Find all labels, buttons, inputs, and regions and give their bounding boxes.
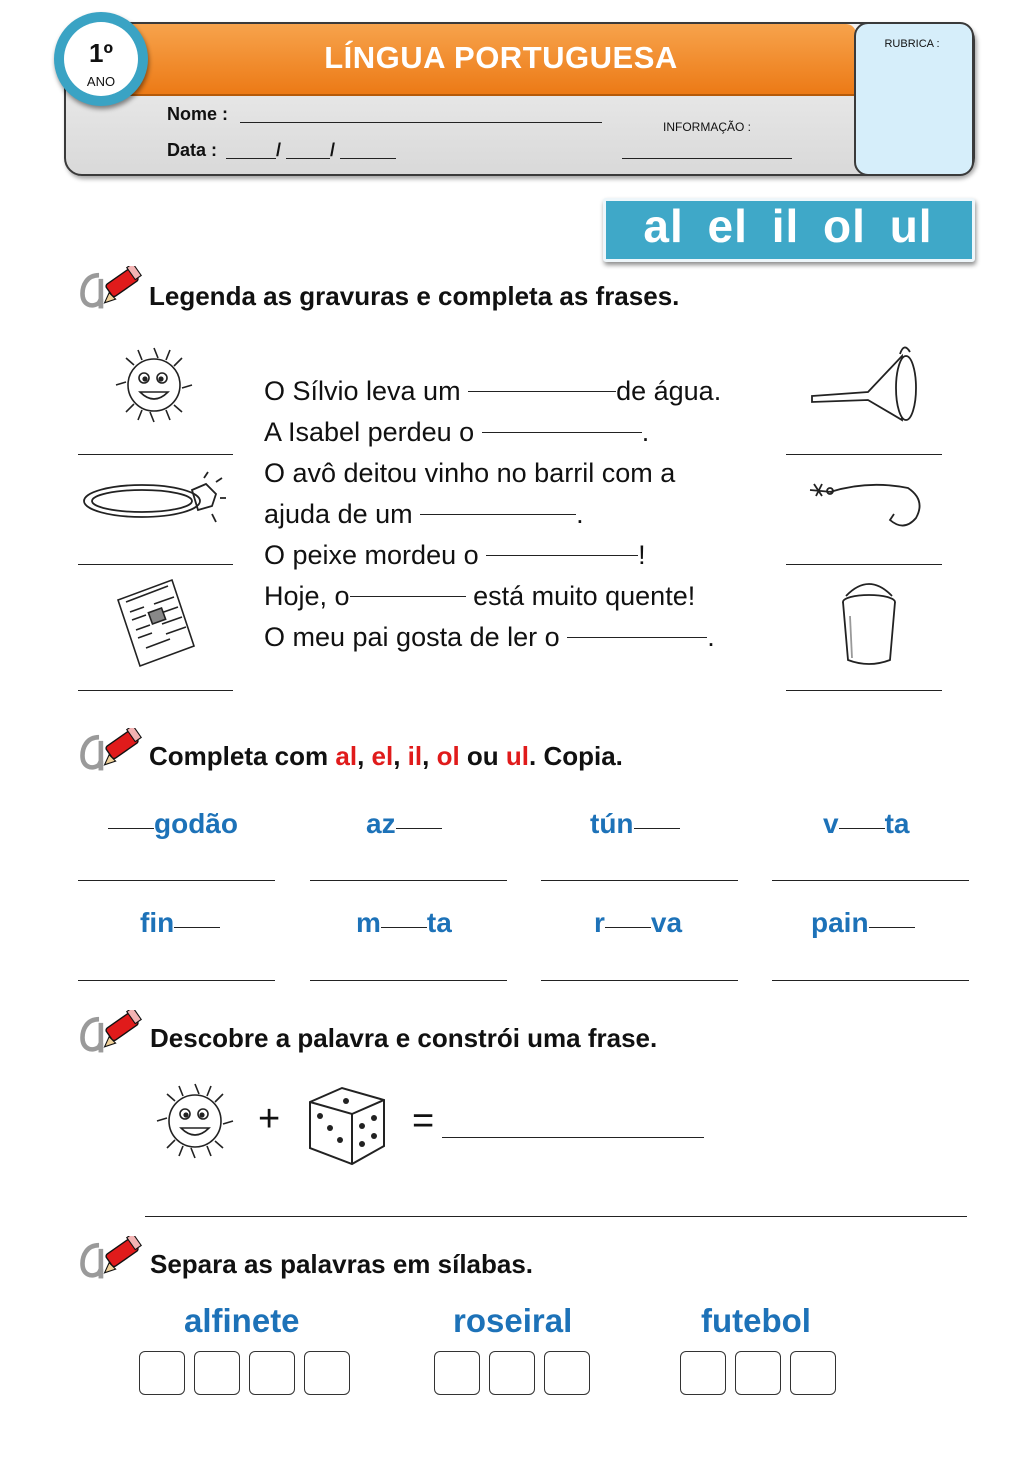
caption-line-bucket[interactable] (786, 690, 942, 691)
syllable-box[interactable] (544, 1351, 590, 1395)
pencil-letter-icon (78, 1236, 144, 1282)
copy-line[interactable] (78, 880, 275, 881)
copy-line[interactable] (310, 980, 507, 981)
word-item-8: pain (811, 907, 915, 939)
grade-number: 1º (89, 38, 113, 68)
copy-line[interactable] (78, 980, 275, 981)
sentence-4: ajuda de um . (264, 499, 584, 529)
copy-line[interactable] (541, 880, 738, 881)
bucket-icon (838, 576, 900, 670)
syllable-box[interactable] (139, 1351, 185, 1395)
sentence-3: O avô deitou vinho no barril com a (264, 458, 676, 488)
section4-title: Separa as palavras em sílabas. (150, 1249, 534, 1279)
syllable-box[interactable] (735, 1351, 781, 1395)
syllable-word-1: alfinete (184, 1302, 300, 1339)
dice-icon (306, 1082, 388, 1168)
syllable-box[interactable] (790, 1351, 836, 1395)
word-blank[interactable] (869, 927, 915, 928)
ring-icon (82, 470, 227, 532)
caption-line-funnel[interactable] (786, 454, 942, 455)
answer-line[interactable] (442, 1137, 704, 1138)
funnel-icon (808, 342, 923, 427)
date-slash-2: / (330, 140, 336, 160)
syllable-box[interactable] (434, 1351, 480, 1395)
date-slash-1: / (276, 140, 282, 160)
copy-line[interactable] (772, 880, 969, 881)
caption-line-ring[interactable] (78, 564, 233, 565)
copy-line[interactable] (772, 980, 969, 981)
topic-text: al el il ol ul (643, 200, 933, 252)
syllable-box[interactable] (304, 1351, 350, 1395)
word-blank[interactable] (174, 927, 220, 928)
copy-line[interactable] (310, 880, 507, 881)
copy-line[interactable] (541, 980, 738, 981)
syllable-box[interactable] (194, 1351, 240, 1395)
word-item-7: r va (594, 907, 683, 938)
word-blank[interactable] (381, 927, 427, 928)
pencil-letter-icon (78, 266, 144, 312)
caption-line-sun[interactable] (78, 454, 233, 455)
section2-title: Completa com al, el, il, ol ou ul. Copia. (149, 741, 623, 771)
equals-sign: = (412, 1100, 435, 1142)
syllable-box[interactable] (680, 1351, 726, 1395)
sentence-6: Hoje, o está muito quente! (264, 581, 696, 611)
info-field[interactable] (622, 158, 792, 159)
sentences-block (264, 371, 764, 658)
name-label: Nome : (167, 104, 229, 124)
blank-5[interactable] (350, 596, 466, 597)
syllable-word-2: roseiral (453, 1302, 573, 1339)
sentence-5: O peixe mordeu o ! (264, 540, 646, 570)
newspaper-icon (110, 576, 200, 671)
blank-4[interactable] (486, 555, 638, 556)
date-label: Data : (167, 140, 218, 160)
sentence-2: A Isabel perdeu o . (264, 417, 650, 447)
pencil-letter-icon (78, 1010, 144, 1056)
word-blank[interactable] (634, 828, 680, 829)
blank-1[interactable] (468, 391, 616, 392)
word-blank[interactable] (108, 828, 154, 829)
rubrica-label: RUBRICA : (884, 38, 940, 50)
word-item-6: m ta (356, 907, 452, 938)
blank-3[interactable] (420, 514, 576, 515)
section3-title: Descobre a palavra e constrói uma frase. (150, 1023, 658, 1053)
word-item-2: az (366, 808, 442, 840)
page-title: LÍNGUA PORTUGUESA (324, 40, 678, 75)
blank-6[interactable] (567, 637, 707, 638)
pencil-letter-icon (78, 728, 144, 774)
sun-icon (104, 340, 204, 430)
word-item-4: v ta (823, 808, 910, 839)
sun-icon (144, 1076, 246, 1166)
section1-title: Legenda as gravuras e completa as frases. (149, 281, 680, 311)
info-label: INFORMAÇÃO : (663, 120, 752, 134)
sentence-1: O Sílvio leva um de água. (264, 376, 722, 406)
sentence-7: O meu pai gosta de ler o . (264, 622, 715, 652)
caption-line-newspaper[interactable] (78, 690, 233, 691)
word-item-5: fin (140, 907, 220, 939)
caption-line-fishhook[interactable] (786, 564, 942, 565)
word-item-3: tún (590, 808, 680, 840)
word-blank[interactable] (839, 828, 885, 829)
word-blank[interactable] (605, 927, 651, 928)
grade-label: ANO (86, 74, 116, 89)
date-year-field[interactable] (340, 158, 396, 159)
syllable-box[interactable] (489, 1351, 535, 1395)
word-blank[interactable] (396, 828, 442, 829)
syllable-word-3: futebol (701, 1302, 811, 1339)
name-field[interactable] (240, 122, 602, 123)
date-month-field[interactable] (286, 158, 330, 159)
syllable-box[interactable] (249, 1351, 295, 1395)
blank-2[interactable] (482, 432, 642, 433)
date-day-field[interactable] (226, 158, 276, 159)
plus-sign: + (258, 1098, 281, 1140)
word-item-1: godão (108, 808, 238, 840)
sentence-line[interactable] (145, 1216, 967, 1217)
fishhook-icon (808, 474, 926, 536)
